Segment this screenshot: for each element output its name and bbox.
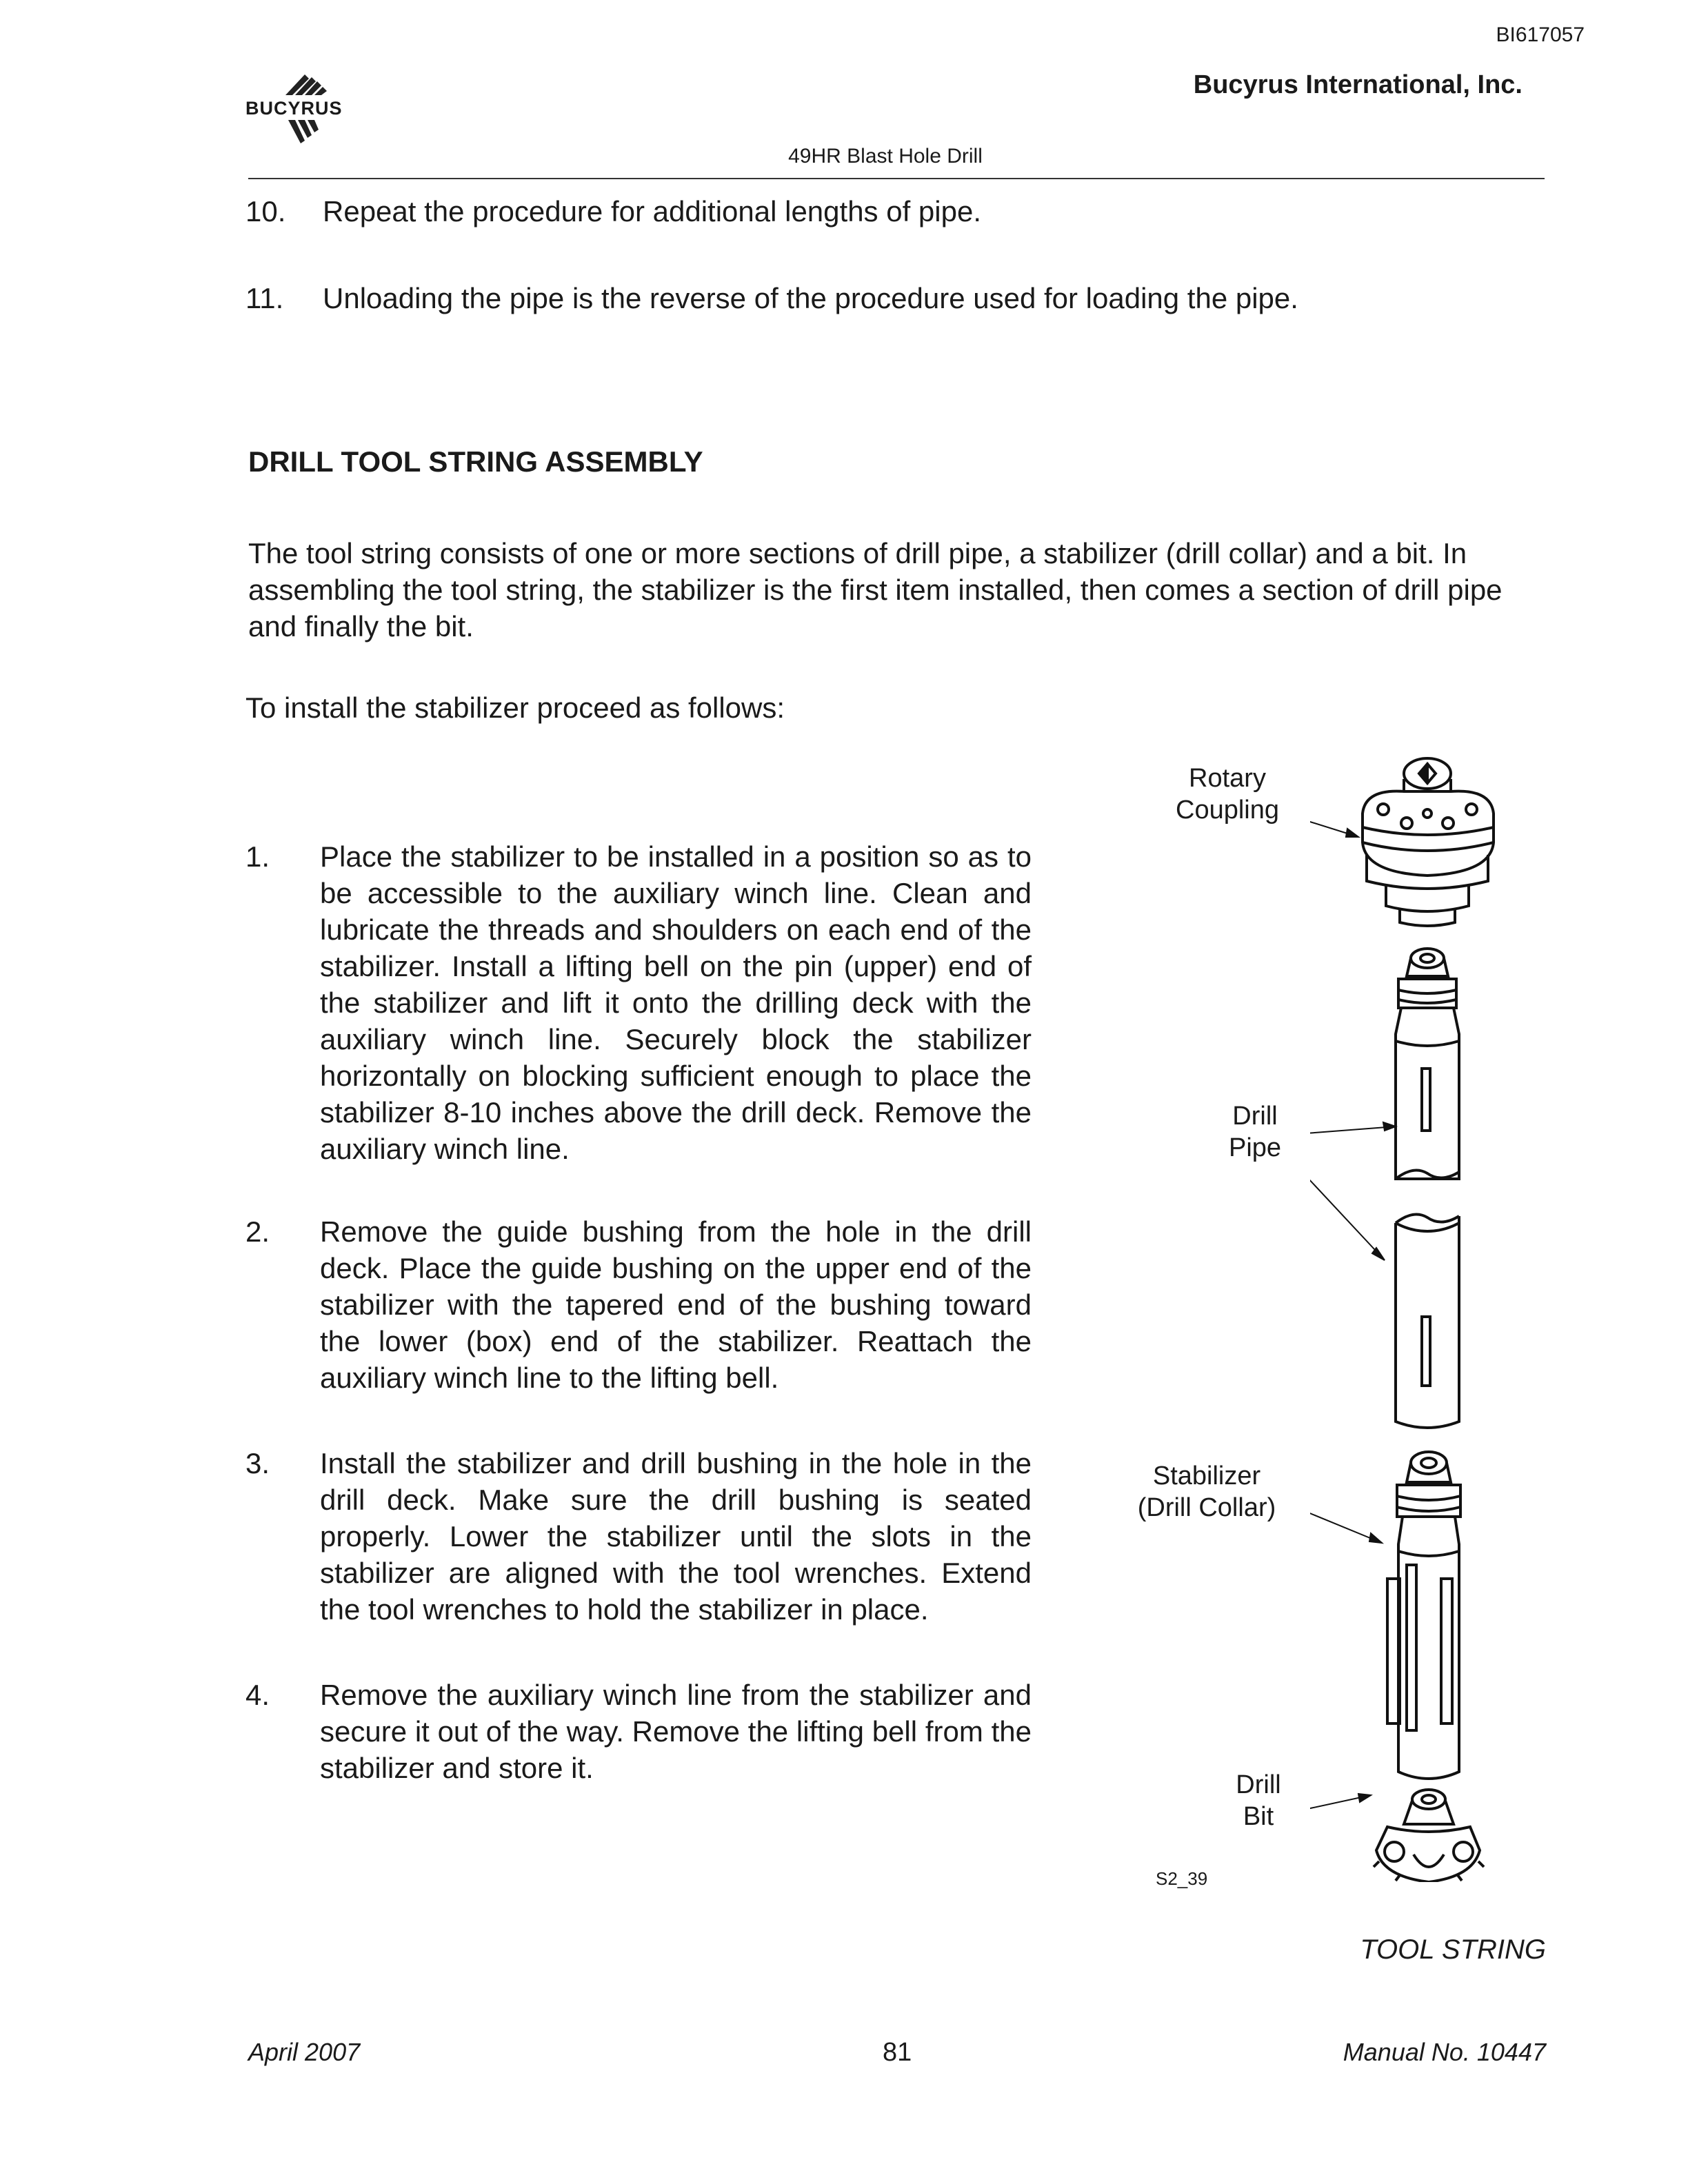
step-text: Place the stabilizer to be installed in a position so as to be accessible to the auxiliary winch line. Clean and lubricate the threads and shoulders on each end of the stabilizer. Install a lifting bell on the pin (upper) end of the stabilizer and lift it onto the drilling deck with the auxiliary winch line. Securely block the stabilizer horizontally on blocking sufficient enough to place the stabilizer 8-10 inches above the drill deck. Remove the auxiliary winch line. xyxy=(320,840,1032,1165)
list-item xyxy=(245,838,1035,1165)
lead-paragraph: To install the stabilizer proceed as follows: xyxy=(245,691,785,724)
logo-text: BUCYRUS xyxy=(245,98,343,119)
document-subtitle: 49HR Blast Hole Drill xyxy=(788,145,983,168)
step-text: Remove the auxiliary winch line from the stabilizer and secure it out of the way. Remove the lifting bell from the stabilizer and store it. xyxy=(320,1679,1032,1784)
label-drill-pipe: Drill Pipe xyxy=(1228,1102,1282,1162)
header-divider xyxy=(248,178,1545,179)
step-number: 4. xyxy=(245,1679,270,1711)
document-id: BI617057 xyxy=(1496,23,1585,46)
leader-lines xyxy=(1310,815,1396,1813)
label-rotary-coupling: Rotary Coupling xyxy=(1176,764,1279,825)
step-text: Unloading the pipe is the reverse of the procedure used for loading the pipe. xyxy=(323,282,1298,314)
footer-date: April 2007 xyxy=(248,2038,361,2066)
list-item xyxy=(245,1677,1035,1794)
drill-pipe-lower-icon xyxy=(1396,1215,1459,1428)
step-number: 1. xyxy=(245,840,270,873)
company-name: Bucyrus International, Inc. xyxy=(1193,70,1523,99)
drill-pipe-upper-icon xyxy=(1396,949,1459,1179)
rotary-coupling-icon xyxy=(1363,758,1494,926)
step-text: Repeat the procedure for additional lengths of pipe. xyxy=(323,195,981,228)
step-number: 11. xyxy=(245,282,284,314)
bucyrus-logo xyxy=(245,69,376,152)
manual-number: Manual No. 10447 xyxy=(1343,2038,1546,2066)
list-item xyxy=(245,1213,1035,1399)
tool-string-figure xyxy=(1310,751,1558,1882)
drill-bit-icon xyxy=(1374,1790,1484,1882)
step-number: 2. xyxy=(245,1215,270,1248)
step-number: 3. xyxy=(245,1447,270,1479)
intro-paragraph: The tool string consists of one or more sections of drill pipe, a stabilizer (drill collar) and a bit. In assembling the tool string, the stabilizer is the first item installed, then comes a section of drill pipe and finally the bit. xyxy=(248,537,1503,643)
label-drill-bit: Drill Bit xyxy=(1236,1770,1281,1831)
step-number: 10. xyxy=(245,195,286,228)
stabilizer-icon xyxy=(1387,1452,1460,1779)
figure-id: S2_39 xyxy=(1156,1868,1208,1889)
label-stabilizer: Stabilizer (Drill Collar) xyxy=(1137,1462,1276,1522)
page-number: 81 xyxy=(883,2038,912,2067)
list-item xyxy=(245,1445,1035,1631)
section-heading: DRILL TOOL STRING ASSEMBLY xyxy=(248,445,703,478)
step-text: Install the stabilizer and drill bushing in the hole in the drill deck. Make sure the drill bushing is seated properly. Lower the stabilizer until the slots in the stabilizer are aligned with the tool wrenches. Extend the tool wrenches to hold the stabilizer in place. xyxy=(320,1447,1032,1626)
step-text: Remove the guide bushing from the hole in the drill deck. Place the guide bushing on the upper end of the stabilizer with the tapered end of the bushing toward the lower (box) end of the stabilizer. Reattach the auxiliary winch line to the lifting bell. xyxy=(320,1215,1032,1394)
figure-caption: TOOL STRING xyxy=(1360,1934,1546,1965)
